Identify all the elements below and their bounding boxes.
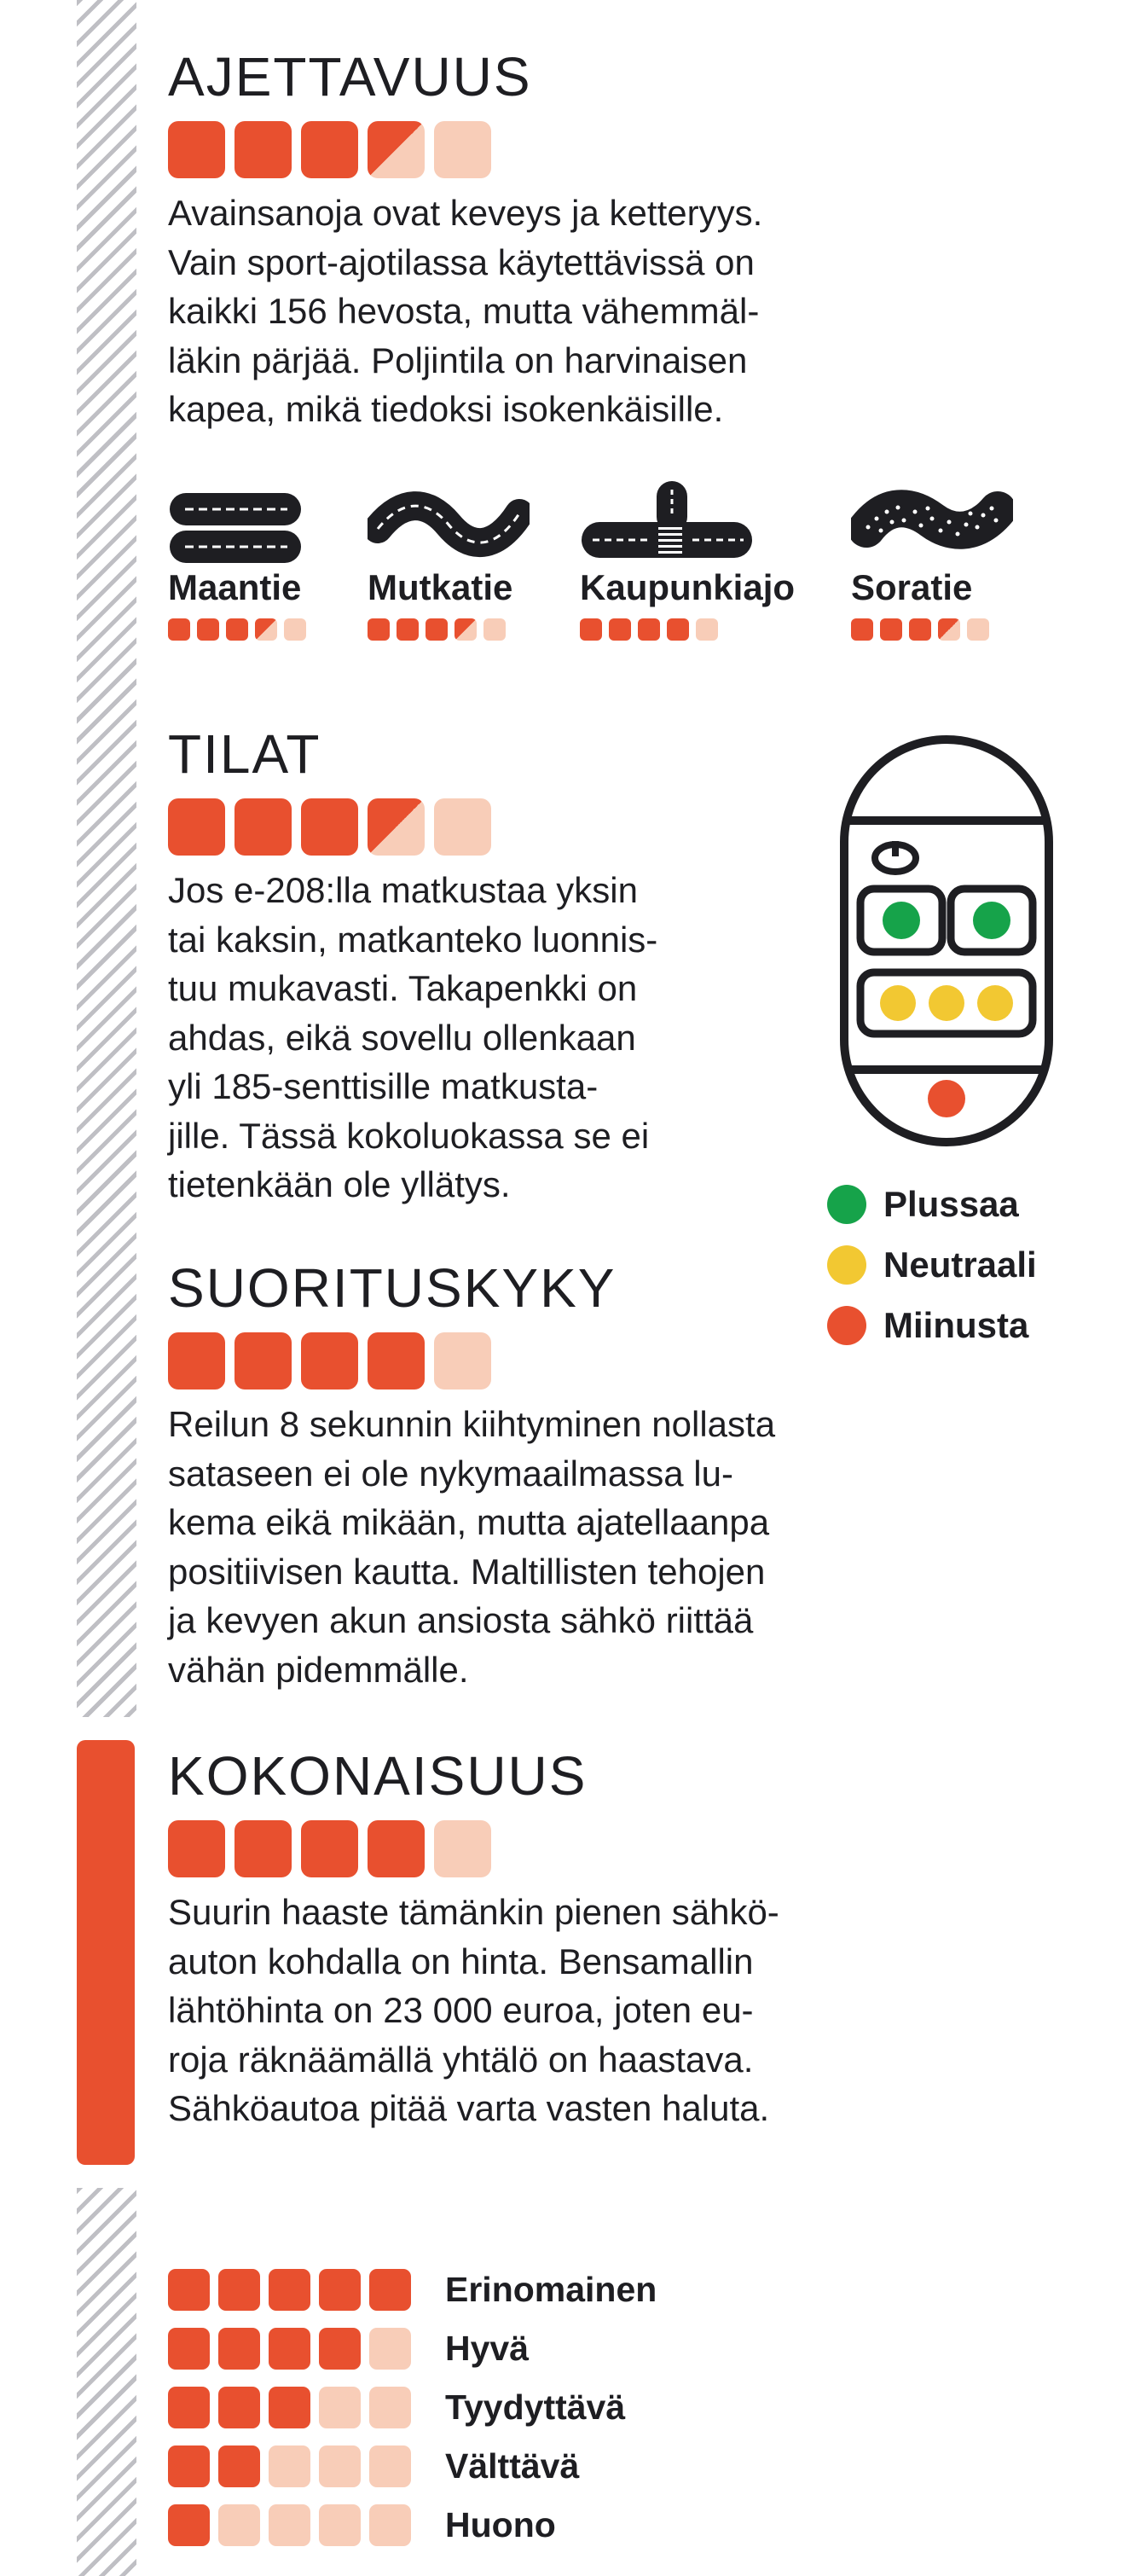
- text-line: lähtöhinta on 23 000 euroa, joten eu-: [168, 1990, 754, 2030]
- scale-squares: [168, 2504, 411, 2546]
- rating-square: [368, 618, 390, 641]
- scale-label: Tyydyttävä: [445, 2387, 626, 2427]
- winding-road-icon: [368, 478, 530, 563]
- rating-square: [269, 2445, 310, 2487]
- scale-label: Välttävä: [445, 2446, 580, 2486]
- rating-square: [269, 2504, 310, 2546]
- rating-square: [301, 798, 358, 856]
- rating-square: [168, 2445, 210, 2487]
- highway-icon: [168, 478, 304, 563]
- text-line: Jos e-208:lla matkustaa yksin: [168, 870, 638, 910]
- text-line: tuu mukavasti. Takapenkki on: [168, 968, 638, 1008]
- rating-square: [234, 1332, 292, 1390]
- rating-square: [218, 2269, 260, 2311]
- scale-row: [168, 2378, 657, 2437]
- scale-squares: [168, 2387, 411, 2428]
- road-type-maantie: [168, 478, 306, 641]
- car-seating-diagram: [840, 735, 1053, 1146]
- road-type-mutkatie: [368, 478, 530, 641]
- rating-square: [234, 798, 292, 856]
- rating-square: [269, 2387, 310, 2428]
- rating-square: [218, 2445, 260, 2487]
- text-line: ja kevyen akun ansiosta sähkö riittää: [168, 1600, 754, 1640]
- scale-row: [168, 2437, 657, 2496]
- rating-square: [168, 2328, 210, 2370]
- accent-bar: [77, 1740, 135, 2165]
- text-line: vähän pidemmälle.: [168, 1649, 469, 1690]
- rating-square: [880, 618, 902, 641]
- rating-square: [368, 1332, 425, 1390]
- scale-label: Hyvä: [445, 2329, 530, 2368]
- rating-square: [434, 1332, 491, 1390]
- text-line: yli 185-senttisille matkusta-: [168, 1066, 599, 1106]
- scale-label: Erinomainen: [445, 2270, 657, 2309]
- scale-row: [168, 2319, 657, 2378]
- rating-square: [319, 2269, 361, 2311]
- legend-label: Neutraali: [883, 1244, 1037, 1285]
- road-rating: [851, 618, 1013, 641]
- rating-square: [397, 618, 419, 641]
- section-title: AJETTAVUUS: [168, 46, 532, 107]
- section-title: TILAT: [168, 723, 321, 785]
- rating-square: [168, 121, 225, 178]
- text-line: Sähköautoa pitää varta vasten haluta.: [168, 2088, 770, 2128]
- rating-square: [434, 1820, 491, 1877]
- rating-square: [696, 618, 718, 641]
- section-kokonaisuus: [168, 1745, 935, 2133]
- rating-square: [168, 1820, 225, 1877]
- text-line: ahdas, eikä sovellu ollenkaan: [168, 1017, 636, 1058]
- gravel-road-icon: [851, 478, 1013, 563]
- section-text: [168, 189, 935, 434]
- legend-plus: [827, 1184, 1019, 1225]
- rating-square: [234, 1820, 292, 1877]
- text-line: sataseen ei ole nykymaailmassa lu-: [168, 1453, 733, 1494]
- rating-square: [851, 618, 873, 641]
- road-type-label: Soratie: [851, 567, 973, 607]
- rating-square: [369, 2504, 411, 2546]
- decorative-stripes-bottom: [77, 2188, 136, 2576]
- rating-square: [483, 618, 506, 641]
- text-line: kapea, mikä tiedoksi isokenkäisille.: [168, 389, 724, 429]
- section-title: SUORITUSKYKY: [168, 1257, 617, 1319]
- road-rating: [368, 618, 530, 641]
- rating-square: [234, 121, 292, 178]
- rating-square: [638, 618, 660, 641]
- road-type-kaupunkiajo: [580, 478, 795, 641]
- text-line: Suurin haaste tämänkin pienen sähkö-: [168, 1892, 779, 1932]
- rating-squares: [168, 121, 935, 178]
- text-line: kema eikä mikään, mutta ajatellaanpa: [168, 1502, 770, 1542]
- rating-square: [369, 2269, 411, 2311]
- rating-square: [319, 2387, 361, 2428]
- rating-square: [369, 2387, 411, 2428]
- rating-squares: [168, 1820, 935, 1877]
- scale-squares: [168, 2445, 411, 2487]
- legend-label: Plussaa: [883, 1184, 1019, 1224]
- rating-square: [967, 618, 989, 641]
- rating-square: [168, 2269, 210, 2311]
- section-text: [168, 1888, 935, 2133]
- legend-label: Miinusta: [883, 1305, 1029, 1345]
- road-rating: [168, 618, 306, 641]
- rating-square: [434, 798, 491, 856]
- rating-squares: [168, 798, 816, 856]
- text-line: Vain sport-ajotilassa käytettävissä on: [168, 241, 755, 282]
- scale-row: [168, 2260, 657, 2319]
- text-line: läkin pärjää. Poljintila on harvinaisen: [168, 339, 748, 380]
- rating-square: [368, 121, 425, 178]
- rating-square: [426, 618, 448, 641]
- rating-square: [168, 2504, 210, 2546]
- rating-square: [269, 2328, 310, 2370]
- rating-square: [226, 618, 248, 641]
- road-type-label: Maantie: [168, 567, 302, 607]
- section-tilat: [168, 723, 816, 1210]
- rating-square: [218, 2328, 260, 2370]
- rating-square: [218, 2504, 260, 2546]
- section-text: [168, 866, 816, 1210]
- text-line: Reilun 8 sekunnin kiihtyminen nollasta: [168, 1404, 776, 1444]
- rating-square: [168, 2387, 210, 2428]
- scale-label: Huono: [445, 2505, 556, 2544]
- rating-square: [197, 618, 219, 641]
- road-type-label: Mutkatie: [368, 567, 513, 607]
- rating-square: [301, 1332, 358, 1390]
- text-line: tietenkään ole yllätys.: [168, 1164, 511, 1204]
- section-text: [168, 1400, 935, 1694]
- road-type-label: Kaupunkiajo: [580, 567, 796, 607]
- section-suorituskyky: [168, 1257, 935, 1694]
- text-line: roja räknäämällä yhtälö on haastava.: [168, 2039, 754, 2080]
- section-title: KOKONAISUUS: [168, 1745, 588, 1807]
- rating-square: [301, 121, 358, 178]
- rating-square: [168, 1332, 225, 1390]
- rating-square: [319, 2445, 361, 2487]
- rating-square: [909, 618, 931, 641]
- rating-square: [369, 2445, 411, 2487]
- rating-square: [218, 2387, 260, 2428]
- rating-square: [319, 2504, 361, 2546]
- city-road-icon: [580, 478, 759, 563]
- plus-dot-icon: [827, 1185, 866, 1224]
- text-line: auton kohdalla on hinta. Bensamallin: [168, 1941, 754, 1981]
- rating-square: [454, 618, 477, 641]
- rating-square: [269, 2269, 310, 2311]
- rating-square: [938, 618, 960, 641]
- section-ajettavuus: [168, 46, 935, 434]
- rating-square: [368, 1820, 425, 1877]
- road-rating: [580, 618, 795, 641]
- rating-square: [667, 618, 689, 641]
- rating-square: [434, 121, 491, 178]
- text-line: jille. Tässä kokoluokassa se ei: [168, 1115, 650, 1156]
- rating-square: [168, 798, 225, 856]
- text-line: tai kaksin, matkanteko luonnis-: [168, 919, 658, 960]
- scale-row: [168, 2496, 657, 2555]
- rating-scale: [168, 2260, 657, 2555]
- scale-squares: [168, 2328, 411, 2370]
- rating-squares: [168, 1332, 935, 1390]
- rating-square: [284, 618, 306, 641]
- rating-square: [609, 618, 631, 641]
- rating-square: [580, 618, 602, 641]
- rating-square: [369, 2328, 411, 2370]
- text-line: Avainsanoja ovat keveys ja ketteryys.: [168, 193, 763, 233]
- rating-square: [368, 798, 425, 856]
- rating-square: [301, 1820, 358, 1877]
- decorative-stripes-top: [77, 0, 136, 1717]
- rating-square: [255, 618, 277, 641]
- road-type-soratie: [851, 478, 1013, 641]
- rating-square: [319, 2328, 361, 2370]
- text-line: kaikki 156 hevosta, mutta vähemmäl-: [168, 291, 760, 331]
- scale-squares: [168, 2269, 411, 2311]
- rating-square: [168, 618, 190, 641]
- text-line: positiivisen kautta. Maltillisten tehojen: [168, 1551, 766, 1592]
